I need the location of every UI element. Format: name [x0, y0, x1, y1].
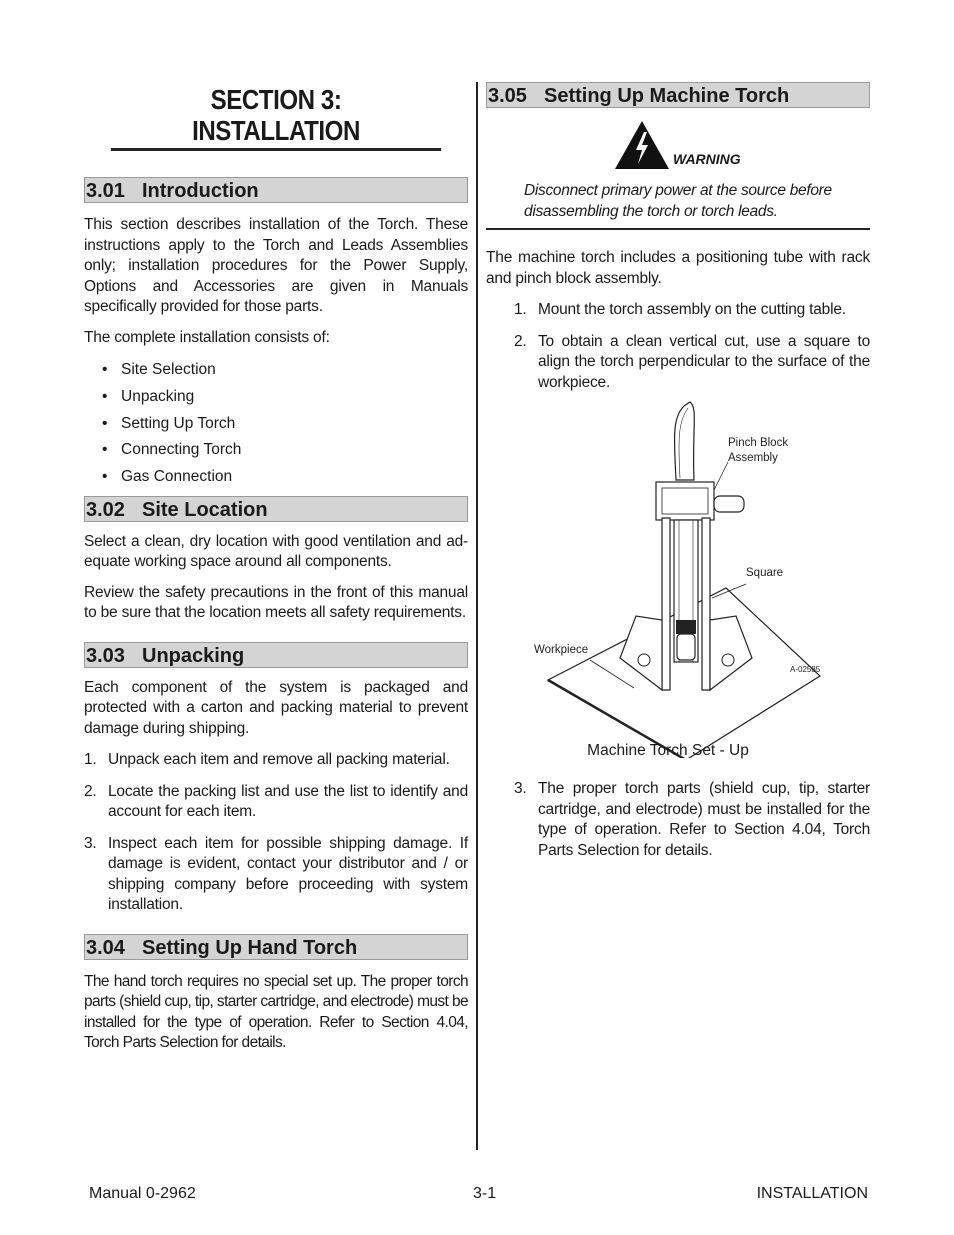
heading-3-05	[486, 82, 870, 108]
step-number: 3.	[514, 780, 527, 797]
heading-3-03	[84, 642, 468, 668]
paragraph: This section describes installation of the Torch. These instructions apply to the Torch and Leads Assemblies only; installation procedures for the Power Supply, Options and Accessories are given in Manuals specifically provided for those parts.	[84, 216, 468, 315]
section-title	[111, 82, 441, 151]
list-item	[514, 332, 870, 394]
list-item: • Connecting Torch	[102, 440, 468, 460]
step-number: 2.	[514, 332, 527, 350]
paragraph: The machine torch includes a positioning tube with rack and pinch block assembly.	[486, 249, 870, 287]
step-number: 1.	[514, 301, 527, 318]
warning-text: Disconnect primary power at the source before disassembling the torch or torch leads.	[524, 182, 832, 220]
step-number: 2.	[84, 782, 97, 800]
heading-number: 3.04	[86, 936, 125, 959]
list-item	[84, 782, 468, 823]
numbered-list	[486, 779, 870, 861]
footer-manual-number: Manual 0-2962	[89, 1185, 196, 1202]
heading-3-02	[84, 496, 468, 522]
square-left	[662, 518, 670, 690]
step-text: To obtain a clean vertical cut, use a square to align the torch perpendicular to the surface of the workpiece.	[538, 332, 870, 391]
list-item	[514, 300, 870, 321]
right-column	[486, 82, 870, 861]
label-workpiece: Workpiece	[534, 644, 589, 656]
label-square: Square	[746, 567, 784, 579]
heading-title: Setting Up Hand Torch	[142, 936, 358, 959]
heading-number: 3.02	[86, 498, 125, 521]
paragraph: The hand torch requires no special set up. The proper torch parts (shield cup, tip, starter cartridge, and electrode) must be installed for the type of operation. Refer to Section 4.04, Torch Parts Selection for details.	[84, 972, 469, 1052]
section-title-line2: INSTALLATION	[192, 115, 360, 146]
heading-title: Setting Up Machine Torch	[544, 85, 790, 107]
step-number: 1.	[84, 751, 97, 769]
list-item	[84, 750, 468, 771]
heading-title: Unpacking	[142, 644, 245, 667]
heading-title: Site Location	[142, 498, 268, 521]
step-text: Mount the torch assembly on the cutting table.	[538, 301, 846, 318]
paragraph: Select a clean, dry location with good ventilation and ad-equate working space around all components.	[84, 532, 468, 571]
step-text: The proper torch parts (shield cup, tip, starter cartridge, and electrode) must be installed for the type of operation. Refer to Section 4.04, Torch Parts Selection for details.	[538, 780, 870, 859]
warning-label: WARNING	[673, 151, 741, 167]
label-pinch-block: Pinch Block	[728, 437, 789, 449]
figure-caption: Machine Torch Set - Up	[587, 742, 749, 759]
step-text: Inspect each item for possible shipping damage. If damage is evident, contact your distributor and / or shipping company before proceeding with system installation.	[108, 834, 468, 914]
column-divider	[476, 82, 478, 1150]
heading-3-01	[84, 177, 468, 203]
footer-section-name: INSTALLATION	[756, 1185, 868, 1202]
heading-3-04	[84, 934, 468, 960]
heading-title: Introduction	[142, 180, 259, 202]
machine-torch-figure	[486, 398, 870, 758]
bullet-list	[84, 360, 468, 487]
step-text: Unpack each item and remove all packing material.	[108, 751, 450, 769]
step-number: 3.	[84, 834, 97, 852]
list-item: • Setting Up Torch	[102, 414, 468, 434]
numbered-list	[486, 300, 870, 393]
list-item	[84, 834, 468, 916]
label-assembly: Assembly	[728, 452, 778, 464]
paragraph: Each component of the system is packaged and protected with a carton and packing material to prevent damage during shipping.	[84, 678, 468, 737]
section-title-line1: SECTION 3:	[210, 84, 342, 115]
paragraph: The complete installation consists of:	[84, 328, 330, 346]
list-item: • Unpacking	[102, 387, 468, 407]
numbered-list	[84, 750, 468, 916]
left-column	[84, 82, 468, 1054]
heading-number: 3.01	[86, 180, 125, 202]
figure-id: A-02585	[790, 665, 821, 674]
high-voltage-warning-icon	[614, 120, 670, 170]
warning-box	[486, 180, 870, 230]
list-item: • Gas Connection	[102, 467, 468, 487]
list-item	[514, 779, 870, 861]
footer-page-number: 3-1	[473, 1185, 497, 1202]
step-text: Locate the packing list and use the list to identify and account for each item.	[108, 782, 468, 821]
paragraph: Review the safety precautions in the front of this manual to be sure that the location meets all safety requirements.	[84, 583, 468, 622]
warning-header	[486, 108, 870, 170]
square-right	[702, 518, 710, 690]
heading-number: 3.03	[86, 644, 125, 667]
list-item: • Site Selection	[102, 360, 468, 380]
heading-number: 3.05	[488, 85, 527, 107]
